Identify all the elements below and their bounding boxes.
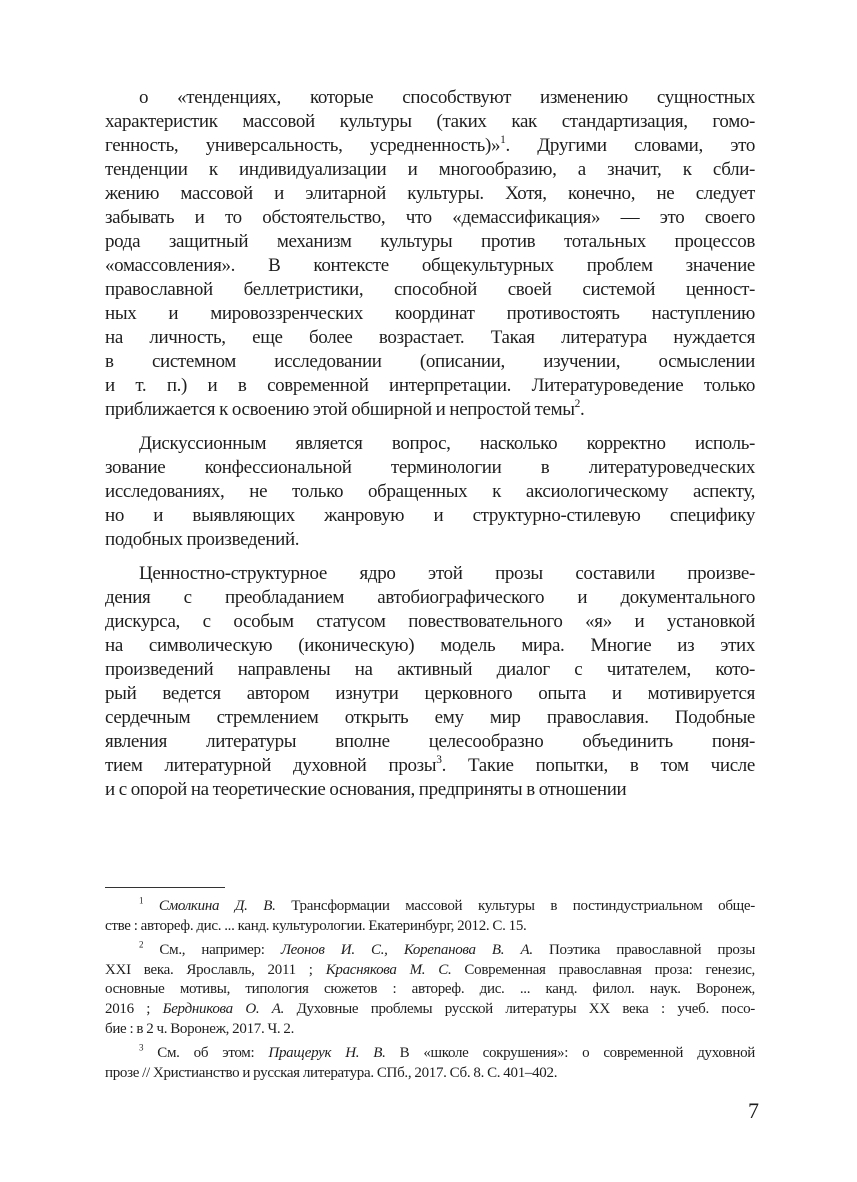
text-line [105, 254, 755, 278]
footnote [105, 1044, 755, 1083]
footnote-marker[interactable]: 2 [574, 398, 581, 411]
text-line [105, 1000, 755, 1020]
text-segment: генность, универсальность, усредненность)» [105, 135, 501, 156]
author-name: Бердникова О. А. [162, 1000, 285, 1017]
paragraph [105, 562, 755, 802]
text-segment: Поэтика православной прозы [532, 942, 755, 959]
text-segment: Дискуссионным является вопрос, насколько корректно исполь- [139, 433, 755, 454]
text-line [105, 278, 755, 302]
text-line [105, 1044, 755, 1064]
text-segment: но и выявляющих жанровую и структурно-стилевую специфику [105, 505, 755, 526]
paragraph [105, 432, 755, 552]
text-segment: рый ведется автором изнутри церковного опыта и мотивируется [105, 683, 755, 704]
text-line [105, 374, 755, 398]
text-line [105, 682, 755, 706]
text-line [105, 398, 755, 422]
text-line [105, 206, 755, 230]
footnote-marker[interactable]: 3 [436, 754, 442, 767]
text-line [105, 941, 755, 961]
author-name: Леонов И. С., Корепанова В. А. [280, 942, 533, 959]
footnote [105, 941, 755, 1039]
text-line [105, 134, 755, 158]
text-line [105, 1064, 755, 1084]
text-segment: тенденции к индивидуализации и многообразию, а значит, к сбли- [105, 159, 755, 180]
text-line [105, 562, 755, 586]
text-segment: 2016 ; [105, 1000, 163, 1017]
text-line [105, 1020, 755, 1040]
text-segment: дения с преобладанием автобиографического и документального [105, 587, 755, 608]
text-segment: стве : автореф. дис. ... канд. культурологии. Екатеринбург, 2012. С. 15. [105, 917, 527, 934]
text-line [105, 110, 755, 134]
text-line [105, 528, 755, 552]
text-segment: и с опорой на теоретические основания, предприняты в отношении [105, 779, 627, 800]
text-line [105, 610, 755, 634]
text-line [105, 980, 755, 1000]
page-number: 7 [748, 1098, 759, 1123]
text-line [105, 961, 755, 981]
text-line [105, 302, 755, 326]
footnote-marker[interactable]: 3 [139, 1042, 144, 1053]
text-segment: . Такие попытки, в том числе [441, 755, 755, 776]
text-segment [143, 898, 159, 914]
text-segment: дискурса, с особым статусом повествовательного «я» и установкой [105, 611, 755, 632]
text-line [105, 917, 755, 937]
text-line [105, 456, 755, 480]
footnote-marker[interactable]: 2 [139, 939, 144, 950]
footnote-marker[interactable]: 1 [139, 895, 144, 906]
text-segment: В «школе сокрушения»: о современной духовной [385, 1045, 755, 1062]
text-segment: ных и мировоззренческих координат противостоять наступлению [105, 303, 755, 324]
text-segment: характеристик массовой культуры (таких как стандартизация, гомо- [105, 111, 755, 132]
text-line [105, 182, 755, 206]
text-segment: на символическую (иконическую) модель мира. Многие из этих [105, 635, 755, 656]
text-segment: . [580, 399, 585, 420]
text-line [105, 350, 755, 374]
text-line [105, 480, 755, 504]
text-segment: забывать и то обстоятельство, что «демассификация» — это своего [105, 207, 755, 228]
text-segment: XXI века. Ярославль, 2011 ; [105, 961, 326, 978]
text-segment: сердечным стремлением открыть ему мир православия. Подобные [105, 707, 755, 728]
text-segment: См. об этом: [143, 1045, 269, 1062]
text-line [105, 586, 755, 610]
text-segment: жению массовой и элитарной культуры. Хотя, конечно, не следует [105, 183, 755, 204]
text-line [105, 658, 755, 682]
text-segment: произведений направлены на активный диалог с читателем, кото- [105, 659, 755, 680]
text-segment: тием литературной духовной прозы [105, 755, 437, 776]
text-segment: основные мотивы, типология сюжетов : автореф. дис. ... канд. филол. наук. Воронеж, [105, 981, 755, 998]
text-segment: и т. п.) и в современной интерпретации. Литературоведение только [105, 375, 755, 396]
footnote-separator [105, 887, 225, 888]
author-name: Пращерук Н. В. [268, 1045, 386, 1062]
text-segment: рода защитный механизм культуры против тотальных процессов [105, 231, 755, 252]
footnote [105, 897, 755, 936]
text-line [105, 158, 755, 182]
text-line [105, 432, 755, 456]
paragraph [105, 86, 755, 422]
text-segment: православной беллетристики, способной своей системой ценност- [105, 279, 755, 300]
text-line [105, 897, 755, 917]
author-name: Краснякова М. С. [325, 961, 452, 978]
text-segment: Духовные проблемы русской литературы XX века : учеб. посо- [284, 1000, 755, 1017]
text-segment: Трансформации массовой культуры в постиндустриальном обще- [275, 898, 755, 914]
text-line [105, 326, 755, 350]
text-line [105, 230, 755, 254]
text-line [105, 504, 755, 528]
text-segment: прозе // Христианство и русская литература. СПб., 2017. Сб. 8. С. 401–402. [105, 1064, 558, 1081]
text-line [105, 754, 755, 778]
text-segment: в системном исследовании (описании, изучении, осмыслении [105, 351, 755, 372]
text-segment: Ценностно-структурное ядро этой прозы составили произве- [139, 563, 755, 584]
text-segment: Современная православная проза: генезис, [451, 961, 756, 978]
text-line [105, 706, 755, 730]
text-segment: бие : в 2 ч. Воронеж, 2017. Ч. 2. [105, 1020, 295, 1037]
text-segment: «омассовления». В контексте общекультурных проблем значение [105, 255, 755, 276]
text-segment: См., например: [143, 942, 281, 959]
footnote-marker[interactable]: 1 [500, 134, 506, 147]
text-segment: явления литературы вполне целесообразно объединить поня- [105, 731, 755, 752]
author-name: Смолкина Д. В. [158, 898, 276, 914]
text-segment: зование конфессиональной терминологии в литературоведческих [105, 457, 755, 478]
text-line [105, 634, 755, 658]
text-line [105, 778, 755, 802]
text-segment: на личность, еще более возрастает. Такая литература нуждается [105, 327, 755, 348]
text-segment: исследованиях, не только обращенных к аксиологическому аспекту, [105, 481, 755, 502]
text-segment: . Другими словами, это [505, 135, 755, 156]
text-line [105, 86, 755, 110]
footnotes [105, 897, 755, 1088]
text-segment: о «тенденциях, которые способствуют изменению сущностных [139, 87, 755, 108]
text-segment: подобных произведений. [105, 529, 300, 550]
body-text [105, 86, 755, 812]
text-segment: приближается к освоению этой обширной и непростой темы [105, 399, 575, 420]
text-line [105, 730, 755, 754]
